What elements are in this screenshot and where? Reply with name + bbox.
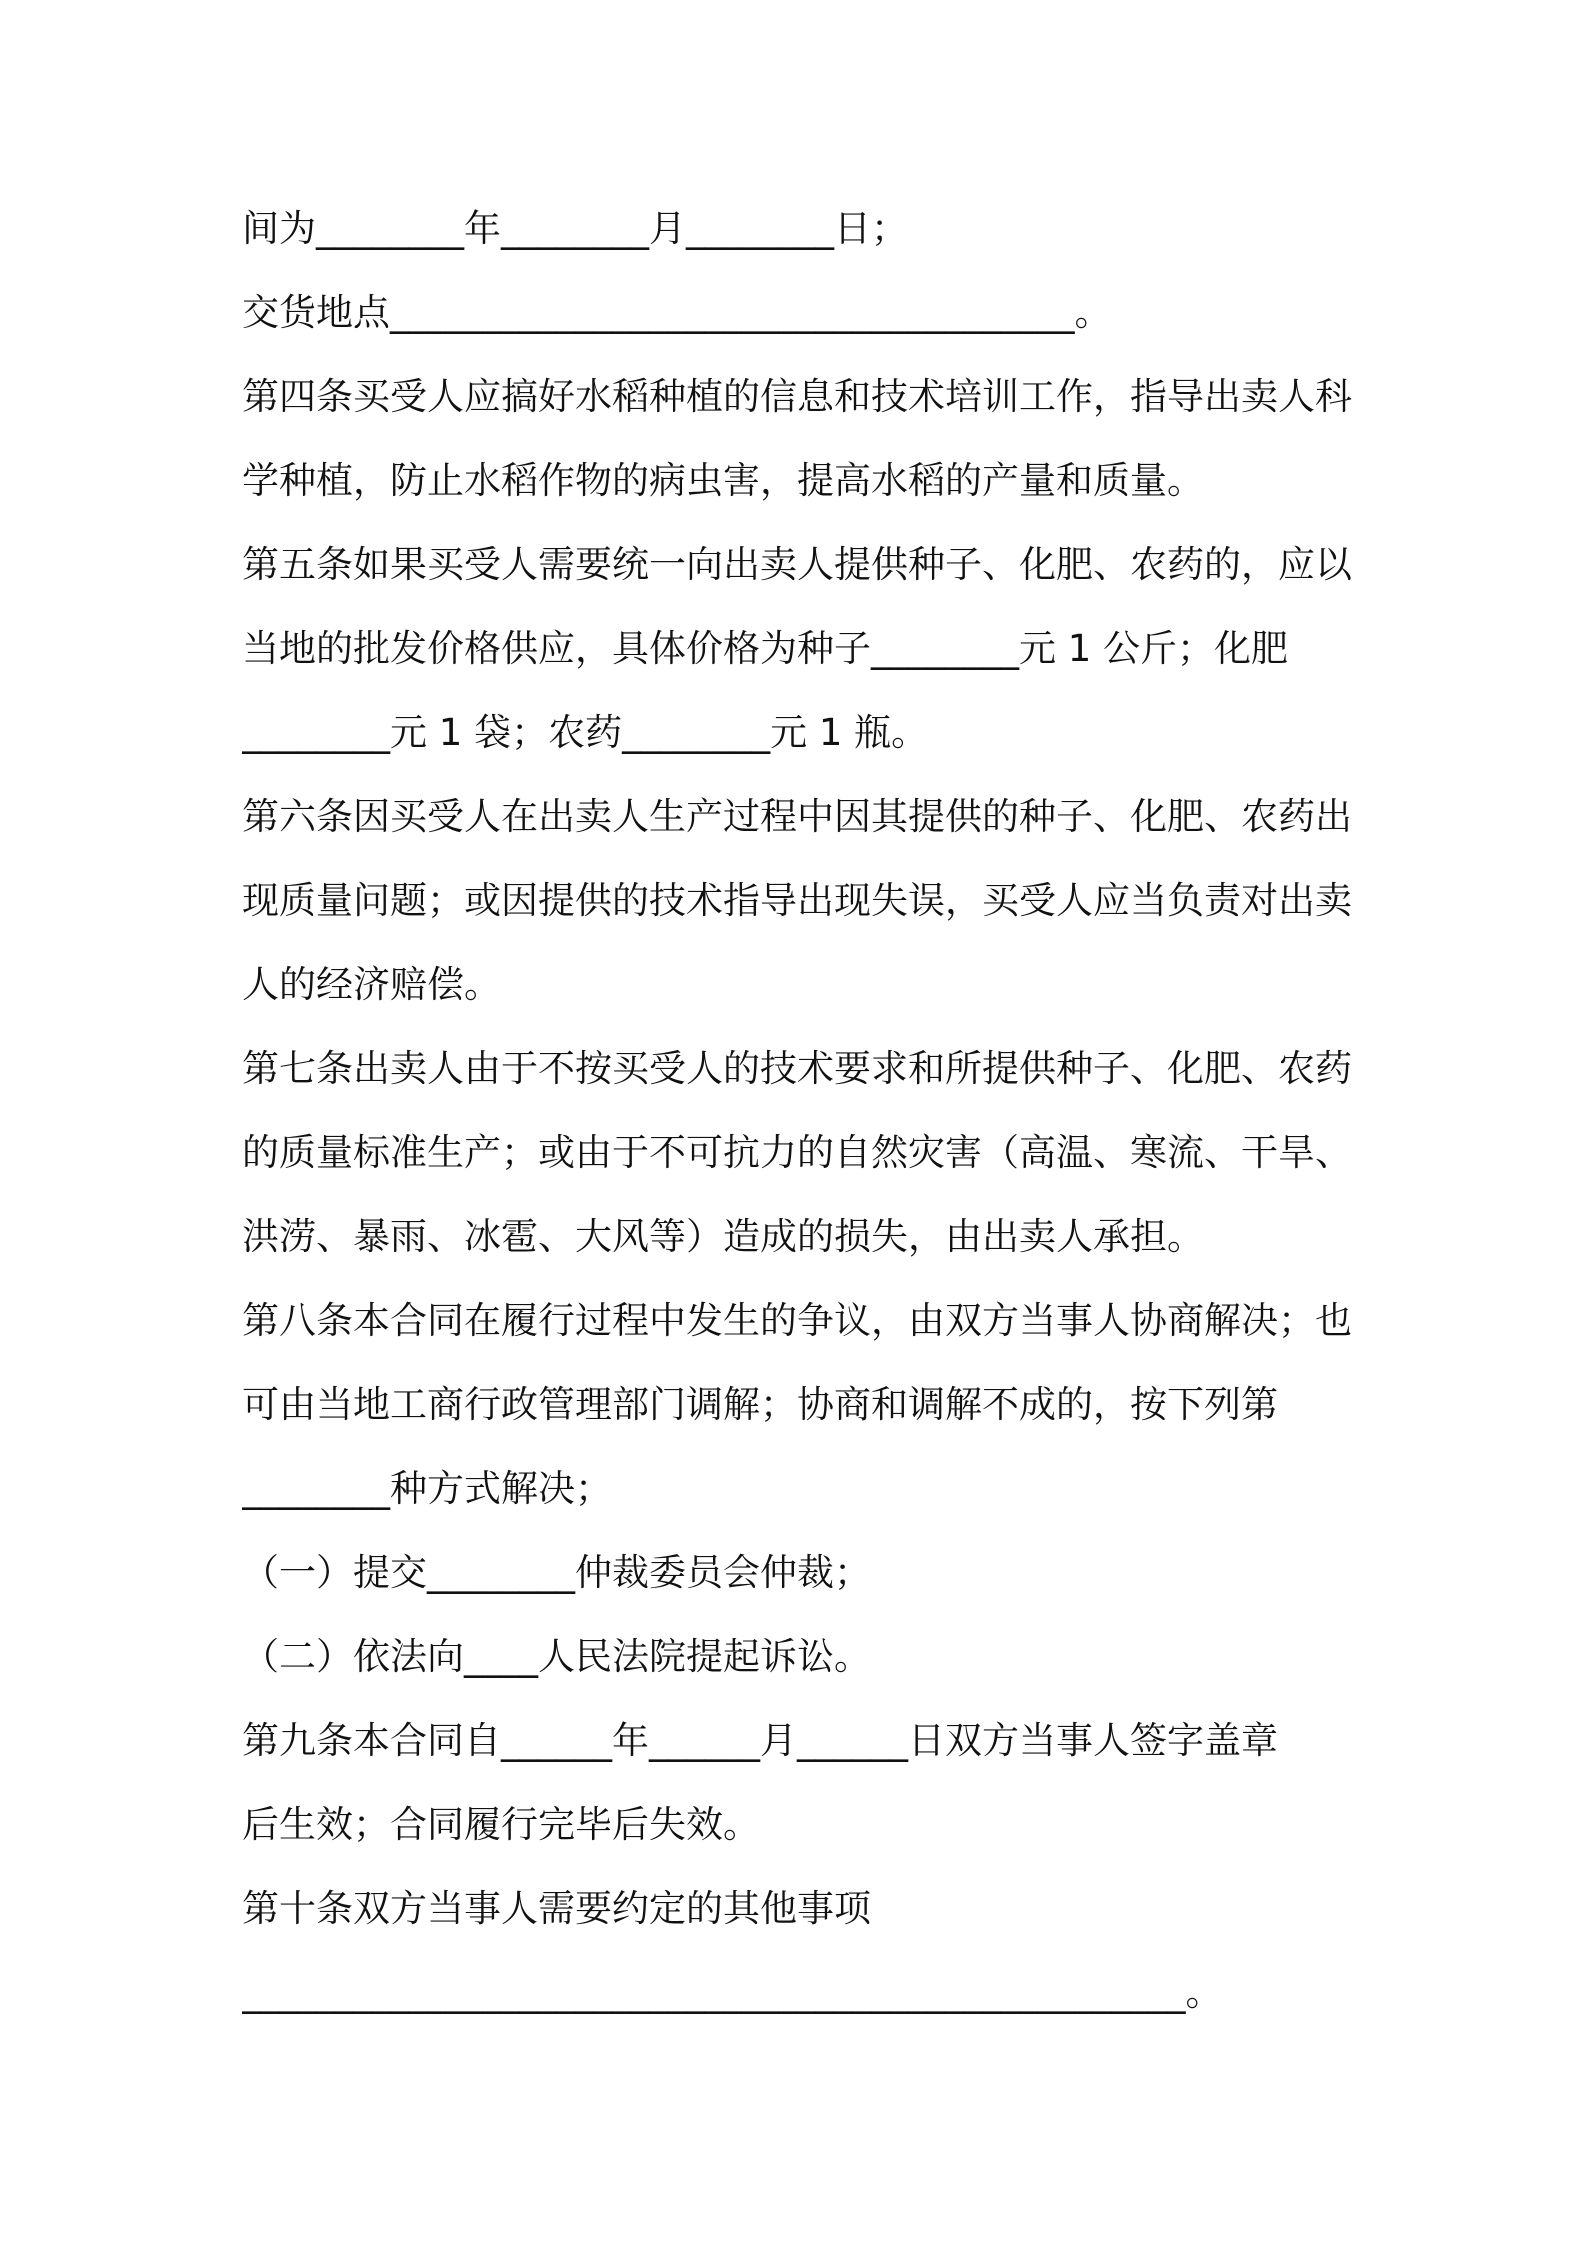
- text-line: 间为________年________月________日；: [242, 207, 908, 250]
- text-line: 第四条买受人应搞好水稻种植的信息和技术培训工作，指导出卖人科: [242, 375, 1352, 418]
- text-line: （一）提交________仲裁委员会仲裁；: [242, 1551, 871, 1594]
- text-line: ________元 1 袋；农药________元 1 瓶。: [242, 711, 929, 754]
- text-line: 洪涝、暴雨、冰雹、大风等）造成的损失，由出卖人承担。: [242, 1215, 1204, 1258]
- text-line: 可由当地工商行政管理部门调解；协商和调解不成的，按下列第: [242, 1383, 1278, 1426]
- text-line: （二）依法向____人民法院提起诉讼。: [242, 1635, 871, 1678]
- text-line: 学种植，防止水稻作物的病虫害，提高水稻的产量和质量。: [242, 459, 1204, 502]
- text-line: ___________________________________________________。: [242, 1971, 1223, 2014]
- text-line: 第九条本合同自______年______月______日双方当事人签字盖章: [242, 1719, 1278, 1762]
- text-line: 第六条因买受人在出卖人生产过程中因其提供的种子、化肥、农药出: [242, 795, 1352, 838]
- text-line: 人的经济赔偿。: [242, 963, 501, 1006]
- text-line: 后生效；合同履行完毕后失效。: [242, 1803, 760, 1846]
- text-line: 的质量标准生产；或由于不可抗力的自然灾害（高温、寒流、干旱、: [242, 1131, 1352, 1174]
- text-line: 现质量问题；或因提供的技术指导出现失误，买受人应当负责对出卖: [242, 879, 1352, 922]
- text-line: 第七条出卖人由于不按买受人的技术要求和所提供种子、化肥、农药: [242, 1047, 1352, 1090]
- text-line: ________种方式解决；: [242, 1467, 612, 1510]
- text-line: 第十条双方当事人需要约定的其他事项: [242, 1887, 871, 1930]
- text-line: 第五条如果买受人需要统一向出卖人提供种子、化肥、农药的，应以: [242, 543, 1352, 586]
- text-line: 交货地点_____________________________________。: [242, 291, 1112, 334]
- text-line: 第八条本合同在履行过程中发生的争议，由双方当事人协商解决；也: [242, 1299, 1352, 1342]
- text-line: 当地的批发价格供应，具体价格为种子________元 1 公斤；化肥: [242, 627, 1289, 670]
